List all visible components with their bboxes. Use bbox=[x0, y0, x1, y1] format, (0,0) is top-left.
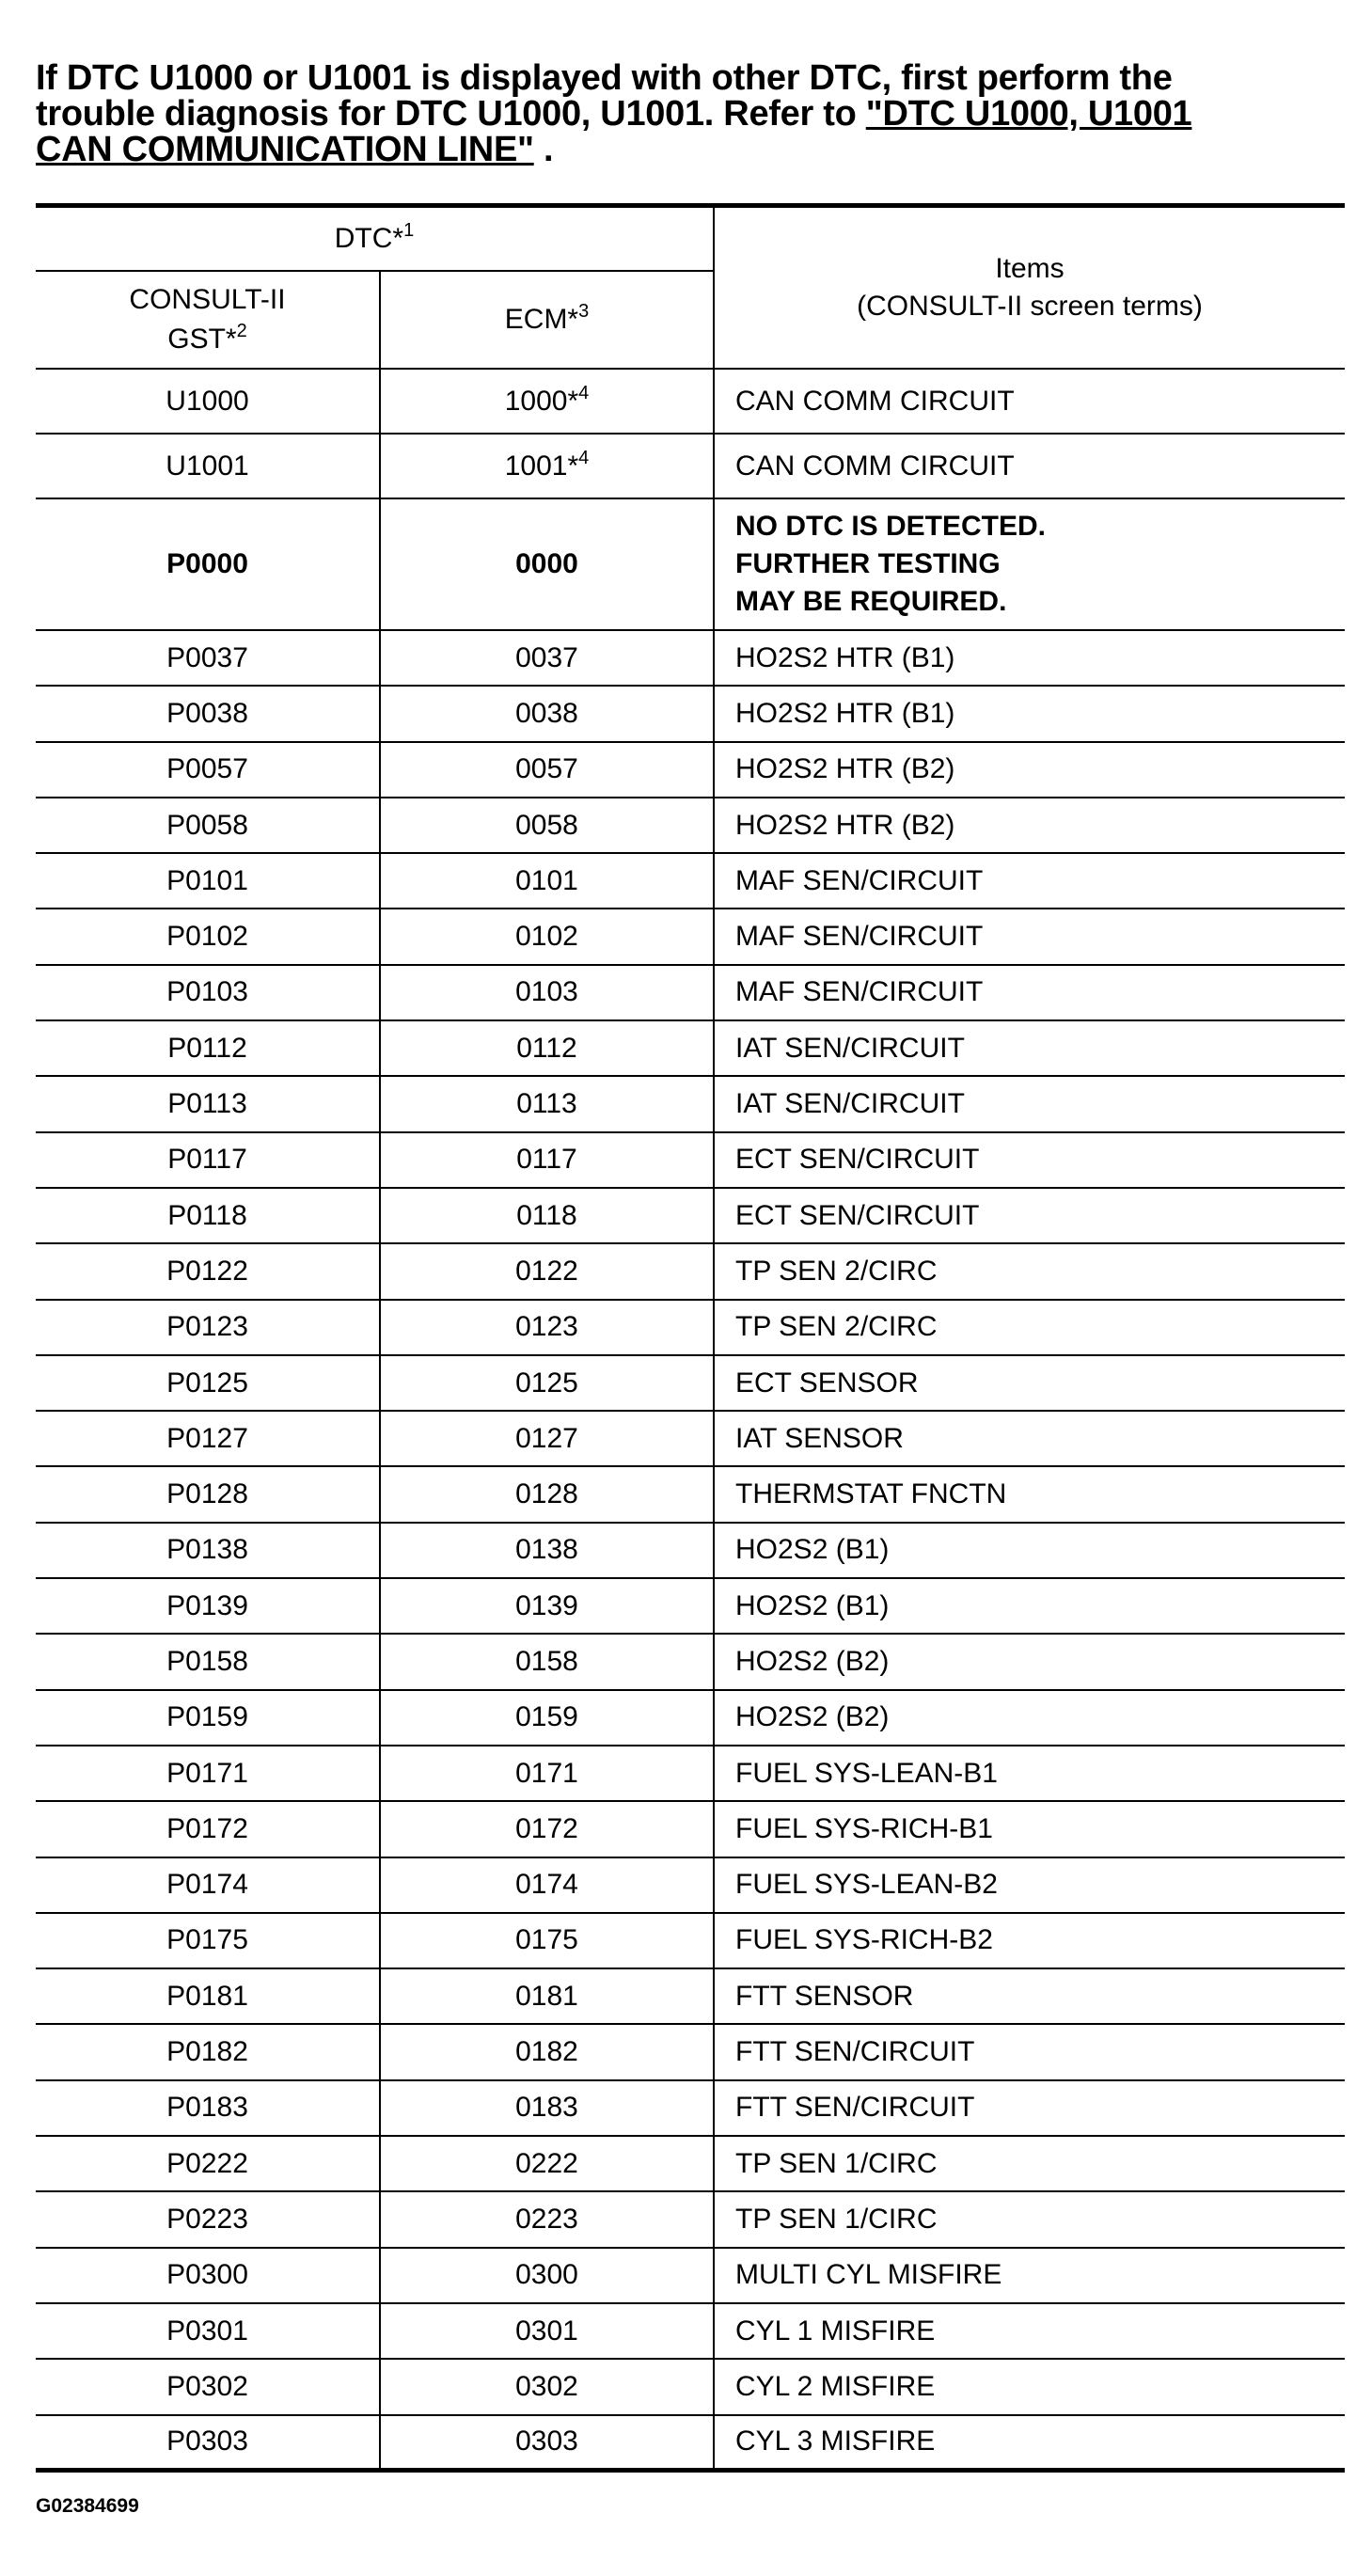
ecm-code: 0122 bbox=[515, 1255, 578, 1287]
consult-gst-code-cell: P0158 bbox=[36, 1634, 380, 1689]
table-row bbox=[36, 2303, 1345, 2359]
item-cell: ECT SEN/CIRCUIT bbox=[714, 1188, 1345, 1243]
item-cell: FTT SEN/CIRCUIT bbox=[714, 2080, 1345, 2136]
ecm-code: 0118 bbox=[516, 1199, 577, 1231]
table-row bbox=[36, 2415, 1345, 2471]
notice-line-1: If DTC U1000 or U1001 is displayed with other DTC, first perform the bbox=[36, 58, 1173, 98]
ecm-code-cell bbox=[380, 1746, 714, 1801]
consult-gst-code-cell: P0222 bbox=[36, 2136, 380, 2191]
ecm-code: 0128 bbox=[515, 1478, 578, 1510]
consult-gst-code-cell: P0057 bbox=[36, 742, 380, 798]
item-line: MAY BE REQUIRED. bbox=[735, 586, 1007, 617]
can-communication-line-link[interactable]: "DTC U1000, U1001 bbox=[865, 94, 1192, 134]
ecm-code: 0058 bbox=[515, 809, 578, 841]
ecm-code: 0182 bbox=[515, 2036, 578, 2068]
ecm-code: 0102 bbox=[515, 921, 578, 953]
consult-gst-code-cell: P0175 bbox=[36, 1913, 380, 1968]
item-cell: IAT SEN/CIRCUIT bbox=[714, 1020, 1345, 1076]
ecm-code: 0101 bbox=[515, 864, 578, 896]
consult-gst-code-cell: P0123 bbox=[36, 1300, 380, 1355]
item-cell: ECT SENSOR bbox=[714, 1355, 1345, 1411]
item-cell: ECT SEN/CIRCUIT bbox=[714, 1132, 1345, 1188]
item-cell: HO2S2 HTR (B2) bbox=[714, 742, 1345, 798]
ecm-code: 0159 bbox=[515, 1701, 578, 1733]
item-cell: MAF SEN/CIRCUIT bbox=[714, 965, 1345, 1020]
ecm-code-cell bbox=[380, 1300, 714, 1355]
consult-gst-header: CONSULT-II GST*$^2$ bbox=[36, 271, 380, 369]
ecm-code: 0175 bbox=[515, 1924, 578, 1956]
consult-gst-code-cell: P0058 bbox=[36, 798, 380, 853]
ecm-code-cell bbox=[380, 434, 714, 498]
item-cell: MAF SEN/CIRCUIT bbox=[714, 909, 1345, 964]
notice-end: . bbox=[533, 130, 554, 169]
notice-line-2-text: trouble diagnosis for DTC U1000, U1001. Refer to bbox=[36, 94, 866, 134]
ecm-code: 0183 bbox=[515, 2092, 578, 2124]
notice-line-2 bbox=[36, 96, 1343, 132]
consult-gst-code-cell: P0038 bbox=[36, 686, 380, 741]
item-cell: HO2S2 (B2) bbox=[714, 1690, 1345, 1746]
table-row bbox=[36, 498, 1345, 630]
consult-gst-code-cell: P0183 bbox=[36, 2080, 380, 2136]
ecm-code: 1001* bbox=[504, 450, 579, 482]
ecm-code: 0301 bbox=[515, 2315, 578, 2347]
ecm-code-cell bbox=[380, 2191, 714, 2247]
ecm-code-cell bbox=[380, 1523, 714, 1578]
consult-gst-code-cell: P0139 bbox=[36, 1578, 380, 1634]
table-row bbox=[36, 630, 1345, 686]
consult-gst-code-cell: U1001 bbox=[36, 434, 380, 498]
diagnosis-notice bbox=[36, 60, 1343, 167]
table-row bbox=[36, 1746, 1345, 1801]
item-cell: FUEL SYS-LEAN-B2 bbox=[714, 1857, 1345, 1913]
consult-gst-code-cell: P0301 bbox=[36, 2303, 380, 2359]
dtc-table bbox=[36, 203, 1345, 2473]
ecm-footnote-mark: 4 bbox=[578, 382, 590, 403]
ecm-code: 0000 bbox=[515, 548, 578, 579]
table-row bbox=[36, 1355, 1345, 1411]
ecm-code-cell bbox=[380, 369, 714, 434]
table-row bbox=[36, 2080, 1345, 2136]
table-row bbox=[36, 1466, 1345, 1522]
consult-gst-code-cell: P0117 bbox=[36, 1132, 380, 1188]
ecm-code-cell bbox=[380, 1968, 714, 2024]
ecm-code: 0300 bbox=[515, 2259, 578, 2291]
consult-gst-code-cell: U1000 bbox=[36, 369, 380, 434]
table-row bbox=[36, 1243, 1345, 1299]
dtc-table-container bbox=[36, 203, 1345, 2473]
ecm-code-cell bbox=[380, 798, 714, 853]
ecm-code: 0302 bbox=[515, 2370, 578, 2402]
dtc-table-body bbox=[36, 369, 1345, 2471]
ecm-code: 0125 bbox=[515, 1367, 578, 1399]
ecm-code-cell bbox=[380, 2359, 714, 2414]
item-cell: TP SEN 2/CIRC bbox=[714, 1243, 1345, 1299]
item-cell: IAT SEN/CIRCUIT bbox=[714, 1076, 1345, 1131]
item-cell: IAT SENSOR bbox=[714, 1411, 1345, 1466]
table-row bbox=[36, 1801, 1345, 1857]
ecm-code-cell bbox=[380, 1466, 714, 1522]
item-line: NO DTC IS DETECTED. bbox=[735, 511, 1047, 542]
ecm-code-cell bbox=[380, 2024, 714, 2079]
table-row bbox=[36, 1690, 1345, 1746]
ecm-code-cell bbox=[380, 1188, 714, 1243]
consult-gst-code-cell: P0171 bbox=[36, 1746, 380, 1801]
item-cell: FTT SENSOR bbox=[714, 1968, 1345, 2024]
ecm-code: 0174 bbox=[515, 1869, 578, 1901]
ecm-code: 1000* bbox=[504, 385, 579, 417]
ecm-code: 0117 bbox=[516, 1144, 577, 1176]
consult-gst-code-cell: P0102 bbox=[36, 909, 380, 964]
table-row bbox=[36, 1913, 1345, 1968]
consult-gst-code-cell: P0128 bbox=[36, 1466, 380, 1522]
consult-gst-code-cell: P0172 bbox=[36, 1801, 380, 1857]
ecm-code: 0103 bbox=[515, 976, 578, 1008]
table-row bbox=[36, 1968, 1345, 2024]
ecm-code-cell bbox=[380, 2303, 714, 2359]
ecm-code-cell bbox=[380, 1857, 714, 1913]
ecm-code-cell bbox=[380, 1355, 714, 1411]
ecm-footnote-mark: 4 bbox=[578, 447, 590, 468]
table-row bbox=[36, 2359, 1345, 2414]
ecm-code-cell bbox=[380, 909, 714, 964]
consult-gst-code-cell: P0125 bbox=[36, 1355, 380, 1411]
ecm-code-cell bbox=[380, 1690, 714, 1746]
table-row bbox=[36, 1634, 1345, 1689]
table-row bbox=[36, 1411, 1345, 1466]
ecm-code-cell bbox=[380, 1578, 714, 1634]
ecm-header: ECM*$^3$ bbox=[380, 271, 714, 369]
table-row bbox=[36, 2136, 1345, 2191]
consult-gst-code-cell: P0174 bbox=[36, 1857, 380, 1913]
item-cell: TP SEN 2/CIRC bbox=[714, 1300, 1345, 1355]
consult-gst-code-cell: P0037 bbox=[36, 630, 380, 686]
consult-gst-code-cell: P0101 bbox=[36, 853, 380, 909]
item-cell: TP SEN 1/CIRC bbox=[714, 2136, 1345, 2191]
ecm-code: 0113 bbox=[516, 1088, 577, 1120]
consult-gst-code-cell: P0118 bbox=[36, 1188, 380, 1243]
ecm-code-cell bbox=[380, 1132, 714, 1188]
ecm-code: 0139 bbox=[515, 1589, 578, 1621]
ecm-code: 0138 bbox=[515, 1534, 578, 1566]
figure-id: G02384699 bbox=[36, 2495, 139, 2517]
item-cell: CAN COMM CIRCUIT bbox=[714, 369, 1345, 434]
consult-gst-code-cell: P0112 bbox=[36, 1020, 380, 1076]
ecm-code-cell bbox=[380, 1913, 714, 1968]
ecm-code: 0038 bbox=[515, 697, 578, 729]
table-row bbox=[36, 909, 1345, 964]
ecm-code: 0222 bbox=[515, 2147, 578, 2179]
ecm-code-cell bbox=[380, 686, 714, 741]
ecm-code: 0112 bbox=[516, 1032, 577, 1064]
dtc-header: DTC*$^1$ bbox=[36, 206, 714, 272]
consult-gst-code-cell: P0127 bbox=[36, 1411, 380, 1466]
ecm-code-cell bbox=[380, 1243, 714, 1299]
consult-gst-code-cell: P0181 bbox=[36, 1968, 380, 2024]
ecm-code: 0172 bbox=[515, 1812, 578, 1844]
item-cell: CYL 1 MISFIRE bbox=[714, 2303, 1345, 2359]
table-row bbox=[36, 369, 1345, 434]
consult-gst-code-cell: P0300 bbox=[36, 2248, 380, 2303]
consult-gst-code-cell: P0302 bbox=[36, 2359, 380, 2414]
ecm-code: 0037 bbox=[515, 641, 578, 673]
ecm-code-cell bbox=[380, 1801, 714, 1857]
notice-line-3 bbox=[36, 132, 1343, 167]
ecm-code-cell bbox=[380, 1076, 714, 1131]
ecm-code: 0223 bbox=[515, 2203, 578, 2235]
ecm-code-cell bbox=[380, 2415, 714, 2471]
ecm-code-cell bbox=[380, 1020, 714, 1076]
table-row bbox=[36, 686, 1345, 741]
header-row-1 bbox=[36, 206, 1345, 272]
table-row bbox=[36, 1300, 1345, 1355]
ecm-code-cell bbox=[380, 1634, 714, 1689]
consult-gst-code-cell: P0113 bbox=[36, 1076, 380, 1131]
table-row bbox=[36, 965, 1345, 1020]
can-communication-line-link-cont[interactable]: CAN COMMUNICATION LINE" bbox=[36, 130, 534, 169]
ecm-code-cell bbox=[380, 630, 714, 686]
table-row bbox=[36, 2024, 1345, 2079]
consult-gst-code-cell: P0122 bbox=[36, 1243, 380, 1299]
consult-gst-code-cell: P0182 bbox=[36, 2024, 380, 2079]
item-cell: HO2S2 HTR (B1) bbox=[714, 630, 1345, 686]
item-line: FURTHER TESTING bbox=[735, 548, 1001, 579]
table-row bbox=[36, 1857, 1345, 1913]
ecm-code: 0127 bbox=[515, 1422, 578, 1454]
item-cell: HO2S2 (B1) bbox=[714, 1578, 1345, 1634]
item-cell: FUEL SYS-RICH-B1 bbox=[714, 1801, 1345, 1857]
ecm-code: 0171 bbox=[515, 1757, 578, 1789]
ecm-code-cell bbox=[380, 498, 714, 630]
ecm-code: 0057 bbox=[515, 753, 578, 785]
ecm-code: 0158 bbox=[515, 1645, 578, 1677]
consult-gst-code-cell: P0223 bbox=[36, 2191, 380, 2247]
table-row bbox=[36, 1523, 1345, 1578]
item-cell: CYL 3 MISFIRE bbox=[714, 2415, 1345, 2471]
table-row bbox=[36, 1132, 1345, 1188]
ecm-code-cell bbox=[380, 2248, 714, 2303]
consult-gst-code-cell: P0138 bbox=[36, 1523, 380, 1578]
item-cell bbox=[714, 498, 1345, 630]
item-cell: FUEL SYS-LEAN-B1 bbox=[714, 1746, 1345, 1801]
consult-gst-code-cell: P0000 bbox=[36, 498, 380, 630]
ecm-code-cell bbox=[380, 965, 714, 1020]
item-cell: HO2S2 HTR (B1) bbox=[714, 686, 1345, 741]
items-header: Items (CONSULT-II screen terms) bbox=[714, 206, 1345, 370]
consult-gst-code-cell: P0103 bbox=[36, 965, 380, 1020]
ecm-code-cell bbox=[380, 853, 714, 909]
item-cell: HO2S2 (B1) bbox=[714, 1523, 1345, 1578]
table-row bbox=[36, 742, 1345, 798]
ecm-code: 0123 bbox=[515, 1311, 578, 1343]
item-cell: MAF SEN/CIRCUIT bbox=[714, 853, 1345, 909]
table-row bbox=[36, 2248, 1345, 2303]
table-row bbox=[36, 853, 1345, 909]
table-row bbox=[36, 1020, 1345, 1076]
item-cell: FTT SEN/CIRCUIT bbox=[714, 2024, 1345, 2079]
ecm-code-cell bbox=[380, 2080, 714, 2136]
ecm-code: 0181 bbox=[515, 1980, 578, 2012]
ecm-code-cell bbox=[380, 2136, 714, 2191]
consult-gst-code-cell: P0303 bbox=[36, 2415, 380, 2471]
item-cell: HO2S2 (B2) bbox=[714, 1634, 1345, 1689]
ecm-code: 0303 bbox=[515, 2426, 578, 2457]
table-row bbox=[36, 1578, 1345, 1634]
item-cell: CYL 2 MISFIRE bbox=[714, 2359, 1345, 2414]
item-cell: MULTI CYL MISFIRE bbox=[714, 2248, 1345, 2303]
table-row bbox=[36, 2191, 1345, 2247]
ecm-code-cell bbox=[380, 1411, 714, 1466]
ecm-code-cell bbox=[380, 742, 714, 798]
table-row bbox=[36, 434, 1345, 498]
item-cell: TP SEN 1/CIRC bbox=[714, 2191, 1345, 2247]
table-row bbox=[36, 1188, 1345, 1243]
table-row bbox=[36, 1076, 1345, 1131]
consult-gst-code-cell: P0159 bbox=[36, 1690, 380, 1746]
item-cell: HO2S2 HTR (B2) bbox=[714, 798, 1345, 853]
item-cell: FUEL SYS-RICH-B2 bbox=[714, 1913, 1345, 1968]
table-row bbox=[36, 798, 1345, 853]
item-cell: THERMSTAT FNCTN bbox=[714, 1466, 1345, 1522]
item-cell: CAN COMM CIRCUIT bbox=[714, 434, 1345, 498]
